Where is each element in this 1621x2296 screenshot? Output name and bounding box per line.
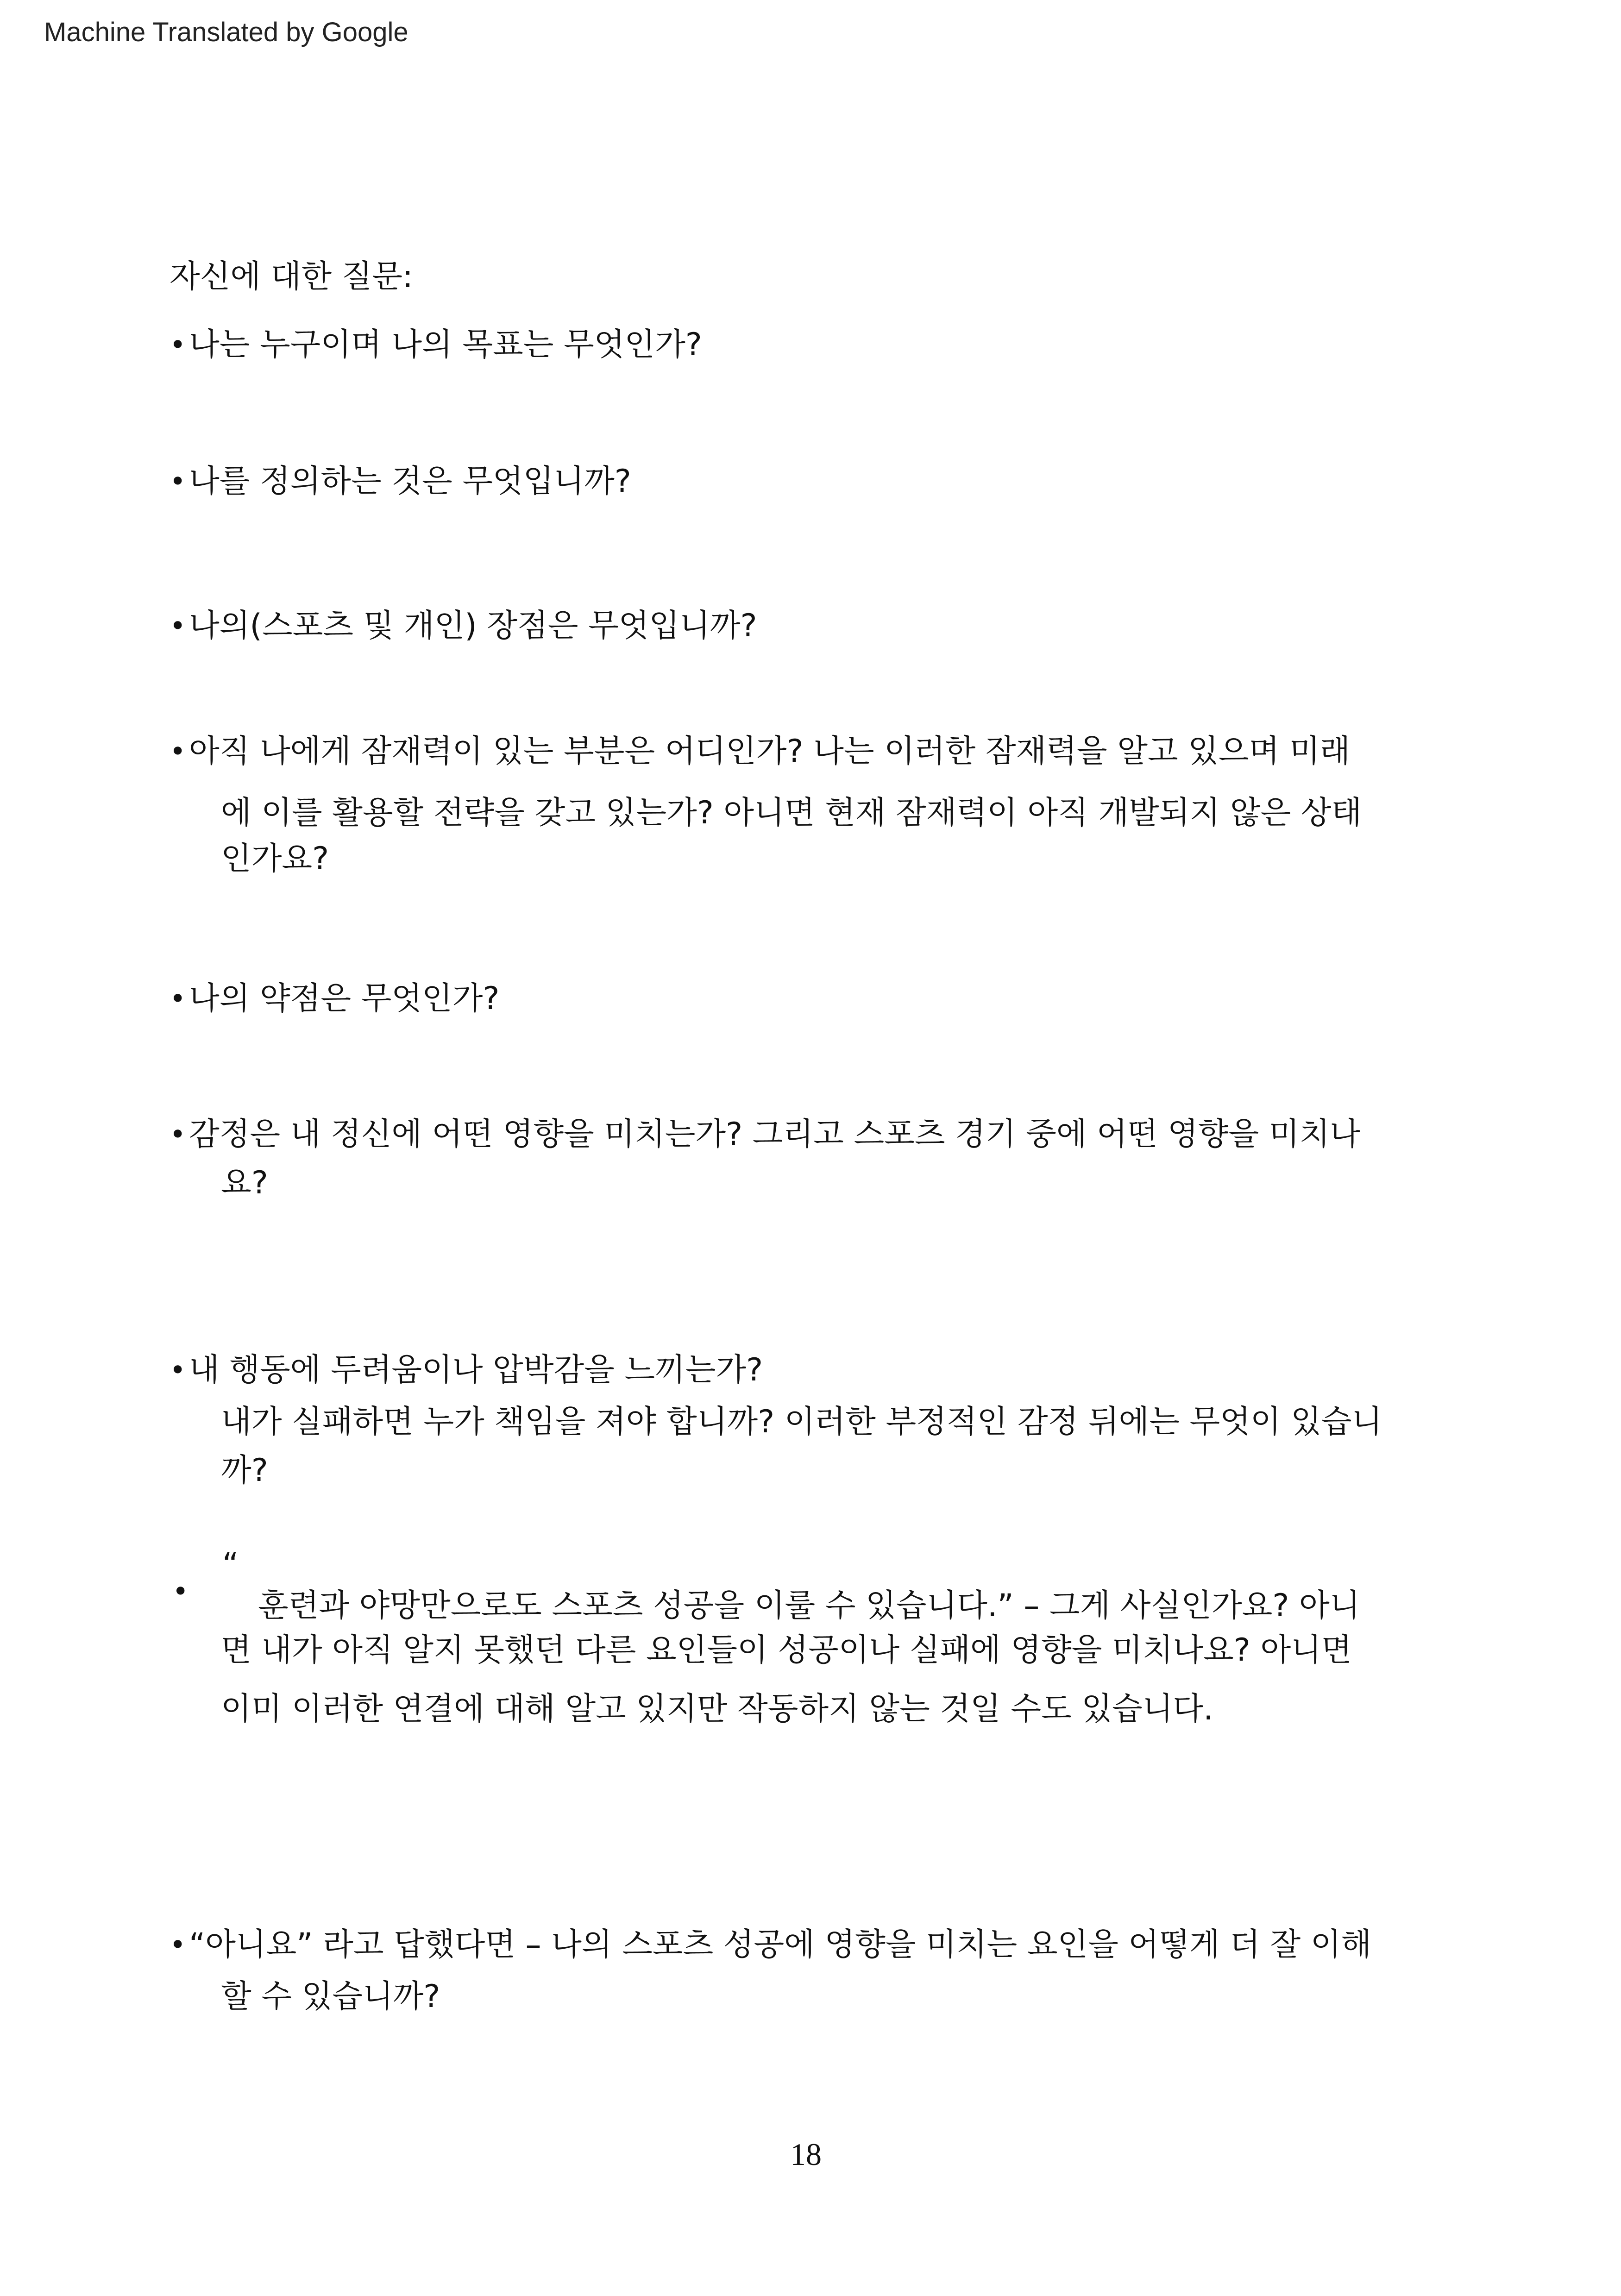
bullet-icon: • — [170, 465, 186, 498]
open-quote-mark: “ — [222, 1546, 239, 1583]
question-line: 인가요? — [221, 841, 329, 877]
bullet-icon: • — [170, 329, 186, 361]
question-line: 내가 실패하면 누가 책임을 져야 합니까? 이러한 부정적인 감정 뒤에는 무엇이 있습니 — [221, 1404, 1382, 1440]
question-line: 나의(스포츠 및 개인) 장점은 무엇입니까? — [189, 608, 757, 644]
bullet-icon: • — [170, 983, 186, 1015]
question-line: 감정은 내 정신에 어떤 영향을 미치는가? 그리고 스포츠 경기 중에 어떤 영향을 미치나 — [189, 1116, 1360, 1153]
bullet-icon: • — [170, 1118, 186, 1151]
question-line: 에 이를 활용할 전략을 갖고 있는가? 아니면 현재 잠재력이 아직 개발되지 않은 상태 — [221, 795, 1362, 831]
machine-translation-notice: Machine Translated by Google — [44, 17, 408, 47]
section-title: 자신에 대한 질문: — [170, 258, 413, 295]
question-line: 면 내가 아직 알지 못했던 다른 요인들이 성공이나 실패에 영향을 미치나요? 아니면 — [221, 1632, 1352, 1669]
bullet-icon: • — [172, 1575, 189, 1608]
page-number: 18 — [790, 2137, 822, 2172]
bullet-icon: • — [170, 610, 186, 642]
question-line: 요? — [221, 1165, 268, 1201]
question-line: 할 수 있습니까? — [221, 1978, 440, 2015]
question-line: 나의 약점은 무엇인가? — [189, 980, 500, 1017]
question-line: 까? — [221, 1452, 268, 1489]
question-line: “아니요” 라고 답했다면 – 나의 스포츠 성공에 영향을 미치는 요인을 어떻게 더 잘 이해 — [189, 1926, 1372, 1963]
bullet-icon: • — [170, 1929, 186, 1961]
question-line: 훈련과 야망만으로도 스포츠 성공을 이룰 수 있습니다.” – 그게 사실인가요? 아니 — [258, 1587, 1360, 1624]
question-line: 나를 정의하는 것은 무엇입니까? — [189, 463, 631, 500]
bullet-icon: • — [170, 735, 186, 768]
bullet-icon: • — [170, 1354, 186, 1386]
question-line: 아직 나에게 잠재력이 있는 부분은 어디인가? 나는 이러한 잠재력을 알고 있으며 미래 — [189, 733, 1351, 770]
question-line: 이미 이러한 연결에 대해 알고 있지만 작동하지 않는 것일 수도 있습니다. — [221, 1691, 1213, 1727]
question-line: 내 행동에 두려움이나 압박감을 느끼는가? — [189, 1352, 763, 1388]
question-line: 나는 누구이며 나의 목표는 무엇인가? — [189, 326, 702, 363]
